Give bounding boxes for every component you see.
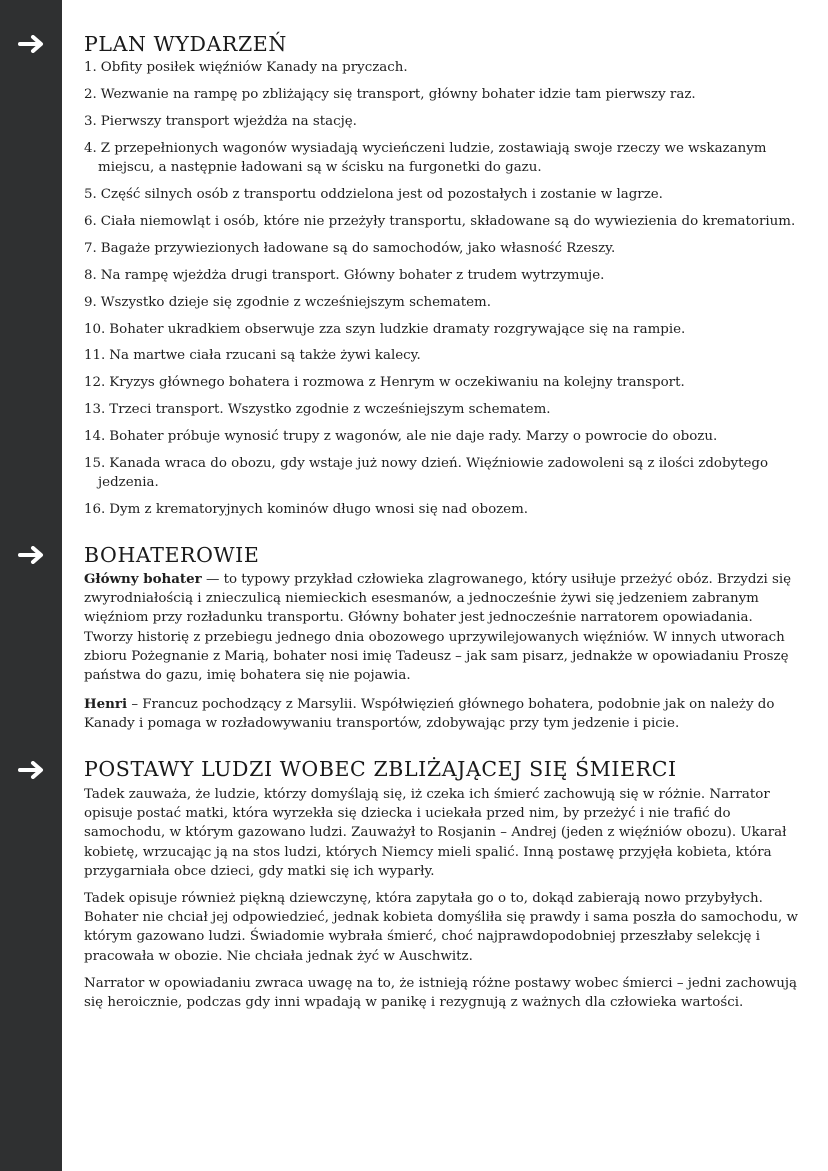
paragraph-main-hero: Główny bohater — to typowy przykład człowieka zlagrowanego, który usiłuje przeżyć obóz. Brzydzi się zwyrodniałością i znieczulicą niemieckich esesmanów, a jednocześnie żywi się jedzeniem zabranym więźniom przy rozładunku transportu. Główny bohater jest jednocześnie narratorem opowiadania. Tworzy historię z przebiegu jednego dnia obozowego uprzywilejowanych więźniów. W innych utworach zbioru Pożegnanie z Marią, bohater nosi imię Tadeusz – jak sam pisarz, jednakże w opowiadaniu Proszę państwa do gazu, imię bohatera się nie pojawia. [84, 571, 792, 684]
list-item: 6. Ciała niemowląt i osób, które nie przeżyły transportu, składowane są do wywiezienia do krematorium. [84, 213, 796, 229]
list-item: 13. Trzeci transport. Wszystko zgodnie z wcześniejszym schematem. [84, 402, 551, 418]
list-item: 8. Na rampę wjeżdża drugi transport. Główny bohater z trudem wytrzymuje. [84, 267, 605, 283]
list-item: 15. Kanada wraca do obozu, gdy wstaje już nowy dzień. Więźniowie zadowoleni są z ilości zdobytego jedzenia. [84, 455, 769, 491]
arrow-right-icon [18, 35, 46, 53]
paragraph-attitudes-1: Tadek zauważa, że ludzie, którzy domyślają się, iż czeka ich śmierć zachowują się w różnie. Narrator opisuje postać matki, która wyrzekła się dziecka i uciekała przed nim, by przeżyć i nie trafić do samochodu, w którym gazowano ludzi. Zauważył to Rosjanin – Andrej (jeden z więźniów obozu). Ukarał kobietę, wrzucając ją na stos ludzi, których Niemcy mieli spalić. Inną postawę przyjęła kobieta, która przygarniała obce dzieci, gdy matki się ich wyparły. [84, 787, 787, 879]
list-item: 9. Wszystko dzieje się zgodnie z wcześniejszym schematem. [84, 294, 491, 310]
paragraph-attitudes-3: Narrator w opowiadaniu zwraca uwagę na to, że istnieją różne postawy wobec śmierci – jedni zachowują się heroicznie, podczas gdy inni wpadają w panikę i rezygnują z ważnych dla człowieka wartości. [84, 976, 798, 1011]
term-label: Główny bohater [84, 571, 202, 587]
section-title-heroes: BOHATEROWIE [84, 543, 260, 567]
list-item: 5. Część silnych osób z transportu oddzielona jest od pozostałych i zostanie w lagrze. [84, 187, 663, 203]
section-title-plan: PLAN WYDARZEŃ [84, 32, 287, 56]
arrow-right-icon [18, 761, 46, 779]
list-item: 11. Na martwe ciała rzucani są także żywi kalecy. [84, 348, 421, 364]
list-item: 16. Dym z krematoryjnych kominów długo wnosi się nad obozem. [84, 502, 529, 518]
section-title-attitudes: POSTAWY LUDZI WOBEC ZBLIŻAJĄCEJ SIĘ ŚMIERCI [84, 757, 677, 781]
list-item: 3. Pierwszy transport wjeżdża na stację. [84, 113, 357, 129]
list-item: 1. Obfity posiłek więźniów Kanady na pryczach. [84, 60, 408, 75]
list-item: 12. Kryzys głównego bohatera i rozmowa z Henrym w oczekiwaniu na kolejny transport. [84, 375, 685, 391]
list-item: 14. Bohater próbuje wynosić trupy z wagonów, ale nie daje rady. Marzy o powrocie do obozu. [84, 429, 718, 445]
list-item: 2. Wezwanie na rampę po zbliżający się transport, główny bohater idzie tam pierwszy raz. [84, 86, 696, 102]
paragraph-attitudes-2: Tadek opisuje również piękną dziewczynę, która zapytała go o to, dokąd zabierają nowo przybyłych. Bohater nie chciał jej odpowiedzieć, jednak kobieta domyśliła się prawdy i sama poszła do samochodu, w którym gazowano ludzi. Świadomie wybrała śmierć, choć najprawdopodobniej przeszłaby selekcję i pracowała w obozie. Nie chciała jednak żyć w Auschwitz. [84, 891, 798, 964]
term-label: Henri [84, 696, 128, 712]
list-item: 10. Bohater ukradkiem obserwuje zza szyn ludzkie dramaty rozgrywające się na rampie. [84, 321, 686, 337]
paragraph-henri: Henri – Francuz pochodzący z Marsylii. Współwięzień głównego bohatera, podobnie jak on należy do Kanady i pomaga w rozładowywaniu transportów, zdobywając przy tym jedzenie i picie. [84, 696, 775, 732]
arrow-right-icon [18, 546, 46, 564]
list-item: 7. Bagaże przywiezionych ładowane są do samochodów, jako własność Rzeszy. [84, 240, 616, 256]
list-item: 4. Z przepełnionych wagonów wysiadają wycieńczeni ludzie, zostawiają swoje rzeczy we wskazanym miejscu, a następnie ładowani są w ścisku na furgonetki do gazu. [84, 140, 767, 176]
sidebar-band [0, 0, 62, 1171]
events-list [84, 58, 809, 527]
